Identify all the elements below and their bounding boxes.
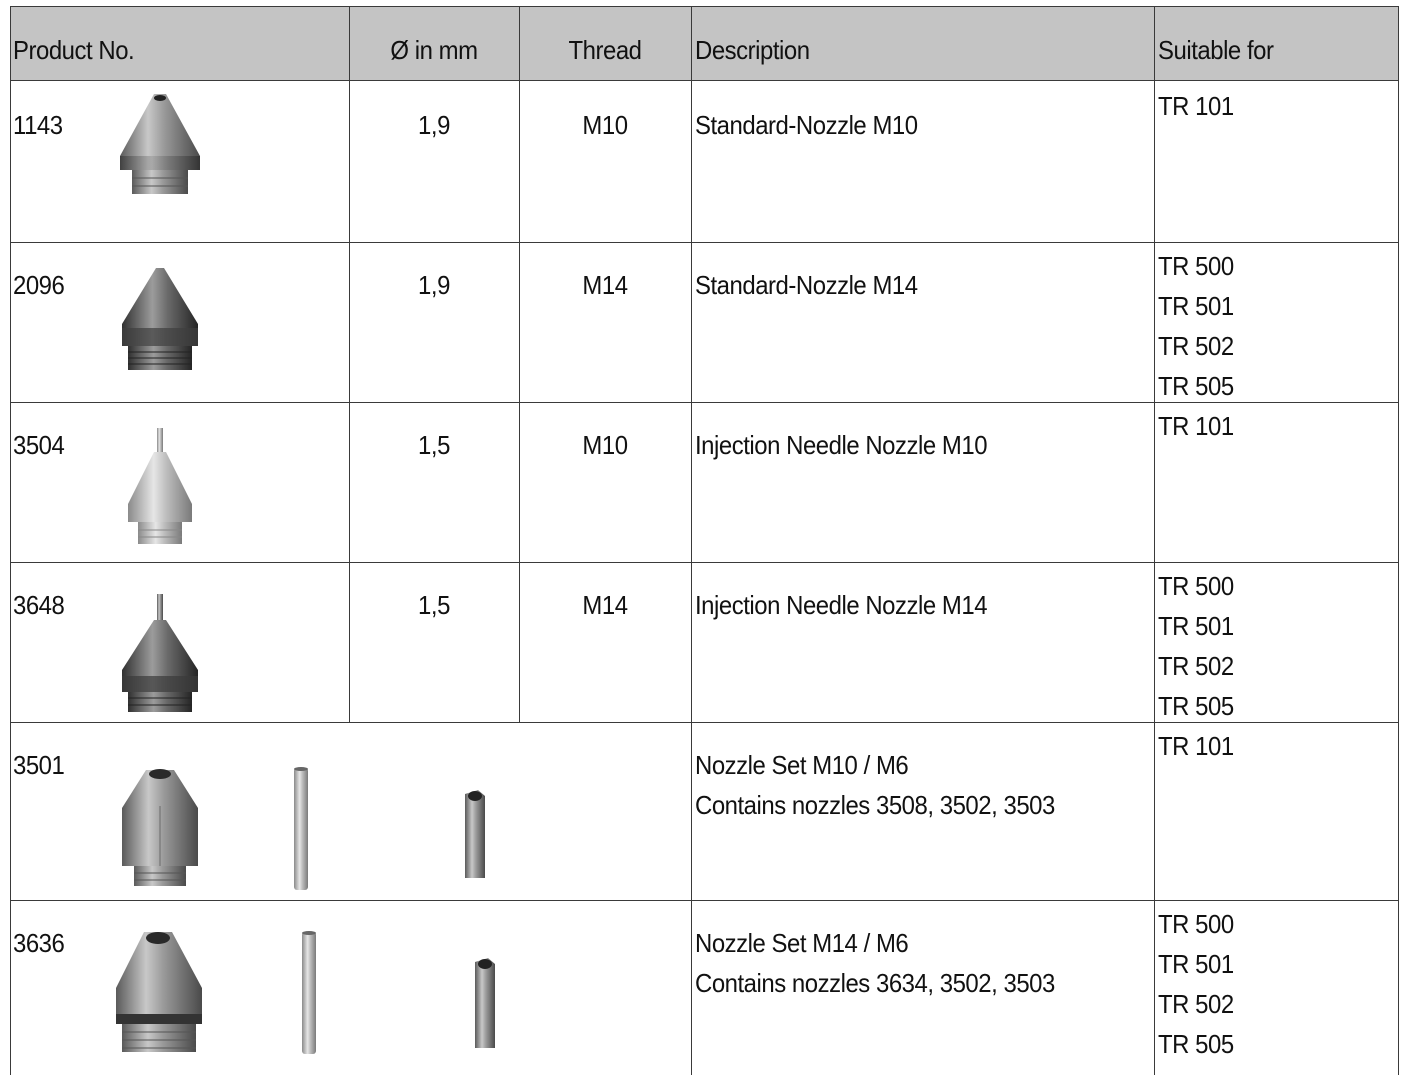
diameter-value: 1,9 [418,270,450,300]
product-table [10,6,1399,1075]
thread-value: M14 [582,590,628,620]
diameter-value: 1,5 [418,590,450,620]
suitable-for-item: TR 502 [1158,651,1234,681]
description-line: Injection Needle Nozzle M10 [695,430,988,460]
product-number: 1143 [13,110,63,140]
thread-value: M10 [582,110,628,140]
product-number: 3648 [13,590,65,620]
header-product-no: Product No. [13,35,135,65]
suitable-for-item: TR 505 [1158,691,1234,721]
nozzle-set-m14-icon [114,928,504,1058]
header-suitable-for: Suitable for [1158,35,1274,65]
product-number: 3636 [13,928,65,958]
description-line: Injection Needle Nozzle M14 [695,590,988,620]
product-number: 3501 [13,750,65,780]
suitable-for-item: TR 101 [1158,731,1234,761]
suitable-for-item: TR 501 [1158,291,1234,321]
header-thread: Thread [568,35,642,65]
product-number: 2096 [13,270,65,300]
description-line: Nozzle Set M10 / M6 [695,750,909,780]
description-line: Contains nozzles 3508, 3502, 3503 [695,790,1055,820]
description-line: Standard-Nozzle M14 [695,270,918,300]
suitable-for-item: TR 502 [1158,331,1234,361]
diameter-value: 1,9 [418,110,450,140]
suitable-for-item: TR 500 [1158,909,1234,939]
suitable-for-item: TR 500 [1158,251,1234,281]
description-line: Standard-Nozzle M10 [695,110,918,140]
nozzle-m10-icon [110,92,210,214]
suitable-for-item: TR 505 [1158,371,1234,401]
suitable-for-item: TR 500 [1158,571,1234,601]
suitable-for-item: TR 505 [1158,1029,1234,1059]
nozzle-set-m10-icon [120,766,500,896]
suitable-for-item: TR 501 [1158,949,1234,979]
needle-nozzle-m10-icon [122,426,198,550]
header-diameter: Ø in mm [390,35,478,65]
thread-value: M14 [582,270,628,300]
description-line: Contains nozzles 3634, 3502, 3503 [695,968,1055,998]
nozzle-m14-icon [120,266,200,378]
header-description: Description [695,35,810,65]
thread-value: M10 [582,430,628,460]
description-line: Nozzle Set M14 / M6 [695,928,909,958]
suitable-for-item: TR 502 [1158,989,1234,1019]
suitable-for-item: TR 101 [1158,411,1234,441]
suitable-for-item: TR 501 [1158,611,1234,641]
needle-nozzle-m14-icon [120,592,200,716]
product-number: 3504 [13,430,65,460]
suitable-for-item: TR 101 [1158,91,1234,121]
diameter-value: 1,5 [418,430,450,460]
